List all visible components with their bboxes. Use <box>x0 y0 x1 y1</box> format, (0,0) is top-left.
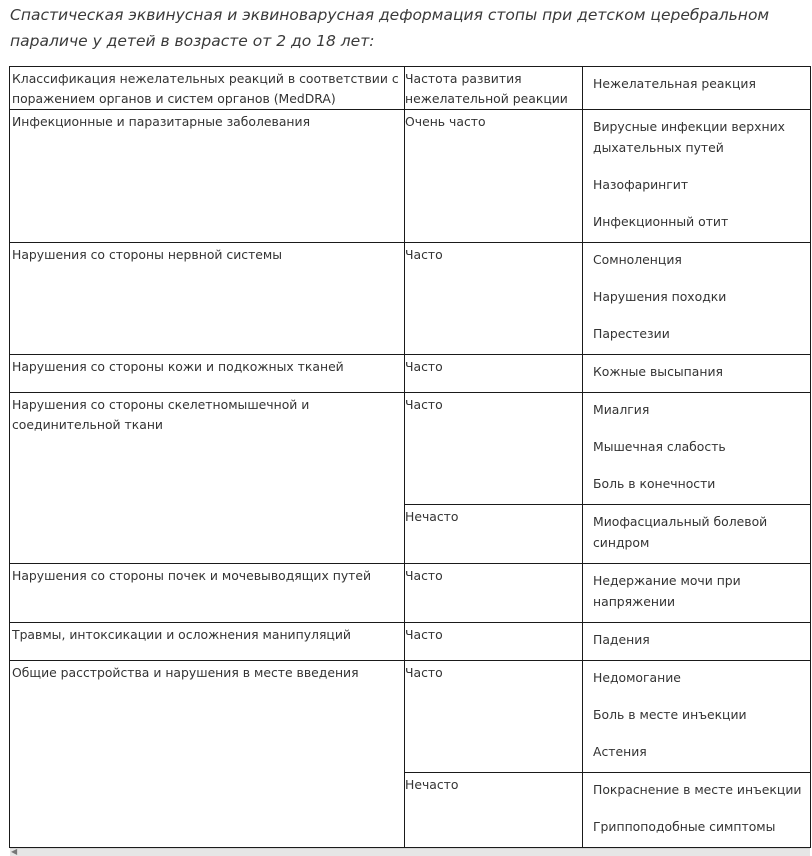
table-row <box>10 623 811 661</box>
reaction-cell <box>583 564 811 623</box>
frequency-cell: Часто <box>405 661 583 773</box>
table-row <box>10 564 811 623</box>
reaction-item: Мышечная слабость <box>593 439 726 454</box>
reaction-item: Недержание мочи при напряжении <box>593 573 741 609</box>
header-reaction: Нежелательная реакция <box>583 67 811 110</box>
reaction-cell <box>583 110 811 243</box>
table-row <box>10 243 811 355</box>
reaction-item: Парестезии <box>593 326 670 341</box>
reaction-item: Боль в месте инъекции <box>593 707 747 722</box>
reaction-cell <box>583 623 811 661</box>
reaction-item: Кожные высыпания <box>593 364 723 379</box>
reaction-item: Миалгия <box>593 402 650 417</box>
reaction-list <box>583 564 810 618</box>
reaction-list <box>583 661 810 768</box>
header-classification: Классификация нежелательных реакций в соответствии с поражением органов и систем органов (MedDRA) <box>10 67 405 110</box>
reaction-cell <box>583 661 811 773</box>
table-row <box>10 661 811 773</box>
reaction-list <box>583 110 810 238</box>
reaction-item: Назофарингит <box>593 177 689 192</box>
reaction-list <box>583 355 810 388</box>
frequency-cell: Нечасто <box>405 773 583 848</box>
reaction-item: Миофасциальный болевой синдром <box>593 514 768 550</box>
frequency-cell: Часто <box>405 564 583 623</box>
table-row <box>10 355 811 393</box>
table-header-row <box>10 67 811 110</box>
chevron-left-icon[interactable]: ◀ <box>11 847 18 856</box>
reaction-item: Боль в конечности <box>593 476 716 491</box>
frequency-cell: Часто <box>405 393 583 505</box>
reaction-item: Покраснение в месте инъекции <box>593 782 802 797</box>
reaction-list <box>583 623 810 656</box>
reaction-item: Нарушения походки <box>593 289 727 304</box>
classification-cell: Травмы, интоксикации и осложнения манипуляций <box>10 623 405 661</box>
frequency-cell: Очень часто <box>405 110 583 243</box>
frequency-cell: Нечасто <box>405 505 583 564</box>
reaction-item: Астения <box>593 744 647 759</box>
reaction-item: Инфекционный отит <box>593 214 729 229</box>
frequency-cell: Часто <box>405 355 583 393</box>
table-row <box>10 110 811 243</box>
reaction-cell <box>583 393 811 505</box>
frequency-cell: Часто <box>405 243 583 355</box>
classification-cell: Общие расстройства и нарушения в месте введения <box>10 661 405 848</box>
reaction-cell <box>583 243 811 355</box>
reaction-cell <box>583 355 811 393</box>
classification-cell: Нарушения со стороны скелетномышечной и соединительной ткани <box>10 393 405 564</box>
frequency-cell: Часто <box>405 623 583 661</box>
reaction-list <box>583 243 810 350</box>
reaction-item: Гриппоподобные симптомы <box>593 819 776 834</box>
reaction-list <box>583 505 810 559</box>
reaction-item: Недомогание <box>593 670 681 685</box>
table-row <box>10 393 811 505</box>
adverse-reactions-table <box>9 66 811 848</box>
classification-cell: Нарушения со стороны нервной системы <box>10 243 405 355</box>
classification-cell: Нарушения со стороны кожи и подкожных тканей <box>10 355 405 393</box>
reaction-list <box>583 773 810 843</box>
reaction-item: Сомноленция <box>593 252 682 267</box>
classification-cell: Нарушения со стороны почек и мочевыводящих путей <box>10 564 405 623</box>
reaction-item: Падения <box>593 632 650 647</box>
header-frequency: Частота развития нежелательной реакции <box>405 67 583 110</box>
classification-cell: Инфекционные и паразитарные заболевания <box>10 110 405 243</box>
reaction-list <box>583 393 810 500</box>
reaction-item: Вирусные инфекции верхних дыхательных путей <box>593 119 785 155</box>
section-heading: Спастическая эквинусная и эквиноварусная деформация стопы при детском церебральном параличе у детей в возрасте от 2 до 18 лет: <box>10 6 770 50</box>
reaction-cell <box>583 773 811 848</box>
reaction-cell <box>583 505 811 564</box>
